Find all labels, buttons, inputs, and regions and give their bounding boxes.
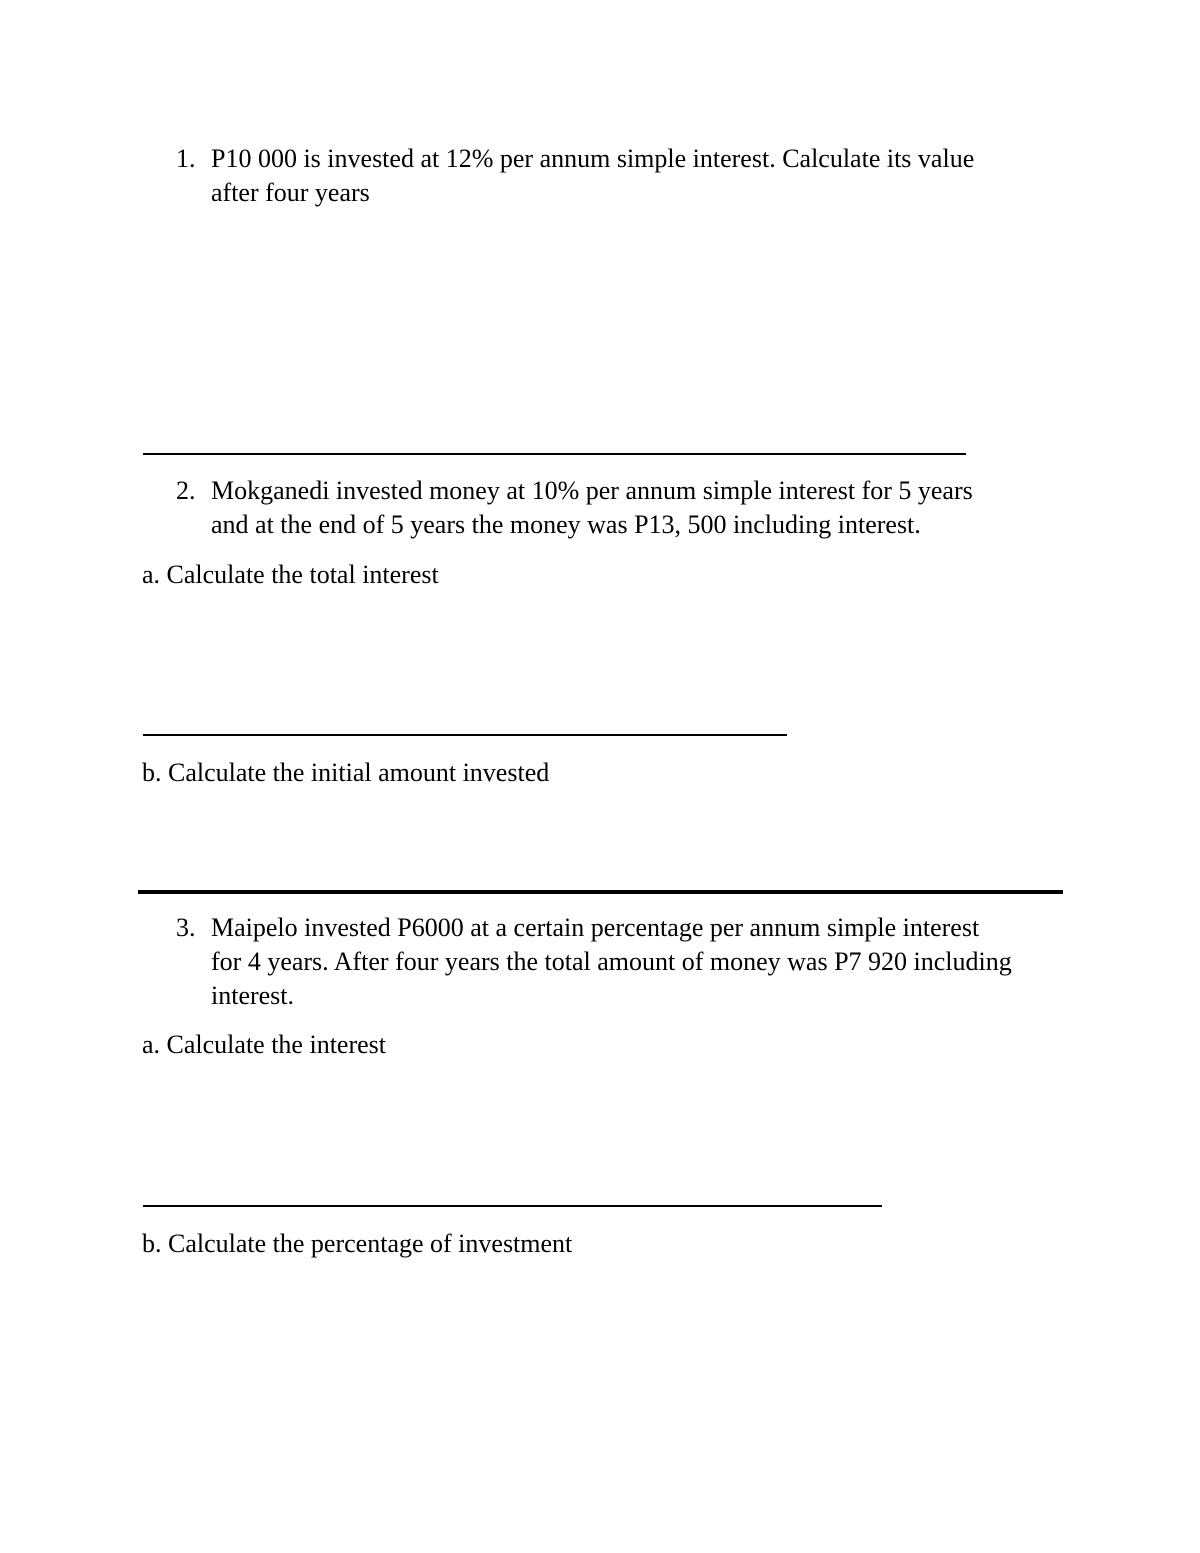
question-2-part-a: a. Calculate the total interest [142,560,439,589]
section-divider [138,890,1063,894]
question-3-line-1: Maipelo invested P6000 at a certain percentage per annum simple interest [211,913,980,942]
question-2-part-b: b. Calculate the initial amount invested [142,758,550,787]
question-2-line-2: and at the end of 5 years the money was P13, 500 including interest. [211,510,921,539]
answer-divider-2 [143,734,787,736]
question-3-part-a: a. Calculate the interest [142,1030,387,1059]
question-1-line-2: after four years [211,178,370,207]
question-1-line-1: P10 000 is invested at 12% per annum simple interest. Calculate its value [211,144,975,173]
answer-divider-3 [143,1205,882,1207]
question-3-number: 3. [176,913,196,942]
question-3-part-b: b. Calculate the percentage of investment [142,1229,573,1258]
question-3-line-3: interest. [211,981,295,1010]
question-1-number: 1. [176,144,196,173]
question-2-line-1: Mokganedi invested money at 10% per annum simple interest for 5 years [211,476,973,505]
answer-divider-1 [143,453,966,455]
question-3-line-2: for 4 years. After four years the total amount of money was P7 920 including [211,947,1012,976]
question-2-number: 2. [176,476,196,505]
